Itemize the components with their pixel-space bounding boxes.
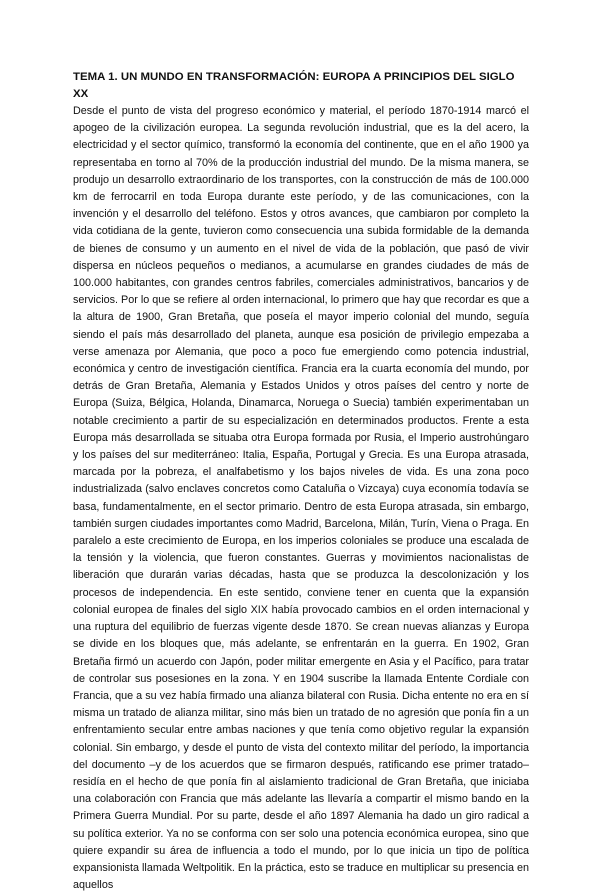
document-title: TEMA 1. UN MUNDO EN TRANSFORMACIÓN: EUROPA A PRINCIPIOS DEL SIGLO XX <box>73 71 515 100</box>
document-body-paragraph: Desde el punto de vista del progreso económico y material, el período 1870-1914 marcó el apogeo de la civilización europea. La segunda revolución industrial, que es la del acero, la electricidad y el sector químico, transformó la economía del continente, que en el año 1900 ya representaba en torno al 70% de la producción industrial del mundo. De la misma manera, se produjo un desarrollo extraordinario de los transportes, con la construcción de más de 100.000 km de ferrocarril en toda Europa durante este período, y de las comunicaciones, con la invención y el desarrollo del teléfono. Estos y otros avances, que cambiaron por completo la vida cotidiana de la gente, tuvieron como consecuencia una subida formidable de la demanda de bienes de consumo y un aumento en el nivel de vida de la población, que pasó de vivir dispersa en núcleos pequeños o medianos, a acumularse en grandes ciudades de más de 100.000 habitantes, con grandes centros fabriles, comerciales administrativos, bancarios y de servicios. Por lo que se refiere al orden internacional, lo primero que hay que recordar es que a la altura de 1900, Gran Bretaña, que poseía el mayor imperio colonial del mundo, seguía siendo el país más desarrollado del planeta, aunque esa posición de privilegio empezaba a verse amenaza por Alemania, que poco a poco fue emergiendo como potencia industrial, económica y centro de investigación científica. Francia era la cuarta economía del mundo, por detrás de Gran Bretaña, Alemania y Estados Unidos y otros países del centro y norte de Europa (Suiza, Bélgica, Holanda, Dinamarca, Noruega o Suecia) también experimentaban un notable crecimiento a partir de su especialización en determinados productos. Frente a esta Europa más desarrollada se situaba otra Europa formada por Rusia, el Imperio austrohúngaro y los países del sur mediterráneo: Italia, España, Portugal y Grecia. Es una Europa atrasada, marcada por la pobreza, el analfabetismo y los bajos niveles de vida. Es una zona poco industrializada (salvo enclaves concretos como Cataluña o Vizcaya) cuya economía todavía se basa, fundamentalmente, en el sector primario. Dentro de esta Europa atrasada, sin embargo, también surgen ciudades importantes como Madrid, Barcelona, Milán, Turín, Viena o Praga. En paralelo a este crecimiento de Europa, en los imperios coloniales se produce una escalada de la tensión y la violencia, que fueron constantes. Guerras y movimientos nacionalistas de liberación que durarán varias décadas, hasta que se produzca la descolonización y los procesos de independencia. En este sentido, conviene tener en cuenta que la expansión colonial europea de finales del siglo XIX había provocado cambios en el orden internacional y una ruptura del equilibrio de fuerzas vigente desde 1870. Se crean nuevas alianzas y Europa se divide en los bloques que, más adelante, se enfrentarán en la guerra. En 1902, Gran Bretaña firmó un acuerdo con Japón, poder militar emergente en Asia y el Pacífico, para tratar de controlar sus posesiones en la zona. Y en 1904 suscribe la llamada Entente Cordiale con Francia, que a su vez había firmado una alianza bilateral con Rusia. Dicha entente no era en sí misma un tratado de alianza militar, sino más bien un tratado de no agresión que ponía fin a un enfrentamiento secular entre ambas naciones y que tenía como objetivo regular la expansión colonial. Sin embargo, y desde el punto de vista del contexto militar del período, la importancia del documento –y de los acuerdos que se firmaron después, ratificando ese primer tratado– residía en el hecho de que ponía fin al aislamiento tradicional de Gran Bretaña, que iniciaba una colaboración con Francia que más adelante las llevaría a compartir el mismo bando en la Primera Guerra Mundial. Por su parte, desde el año 1897 Alemania ha dado un giro radical a su política exterior. Ya no se conforma con ser solo una potencia económica europea, sino que quiere expandir su área de influencia a todo el mundo, por lo que inicia un tipo de política expansionista llamada Weltpolitik. En la práctica, esto se traduce en multiplicar su presencia en aquellos <box>73 105 529 892</box>
document-content <box>73 69 529 894</box>
